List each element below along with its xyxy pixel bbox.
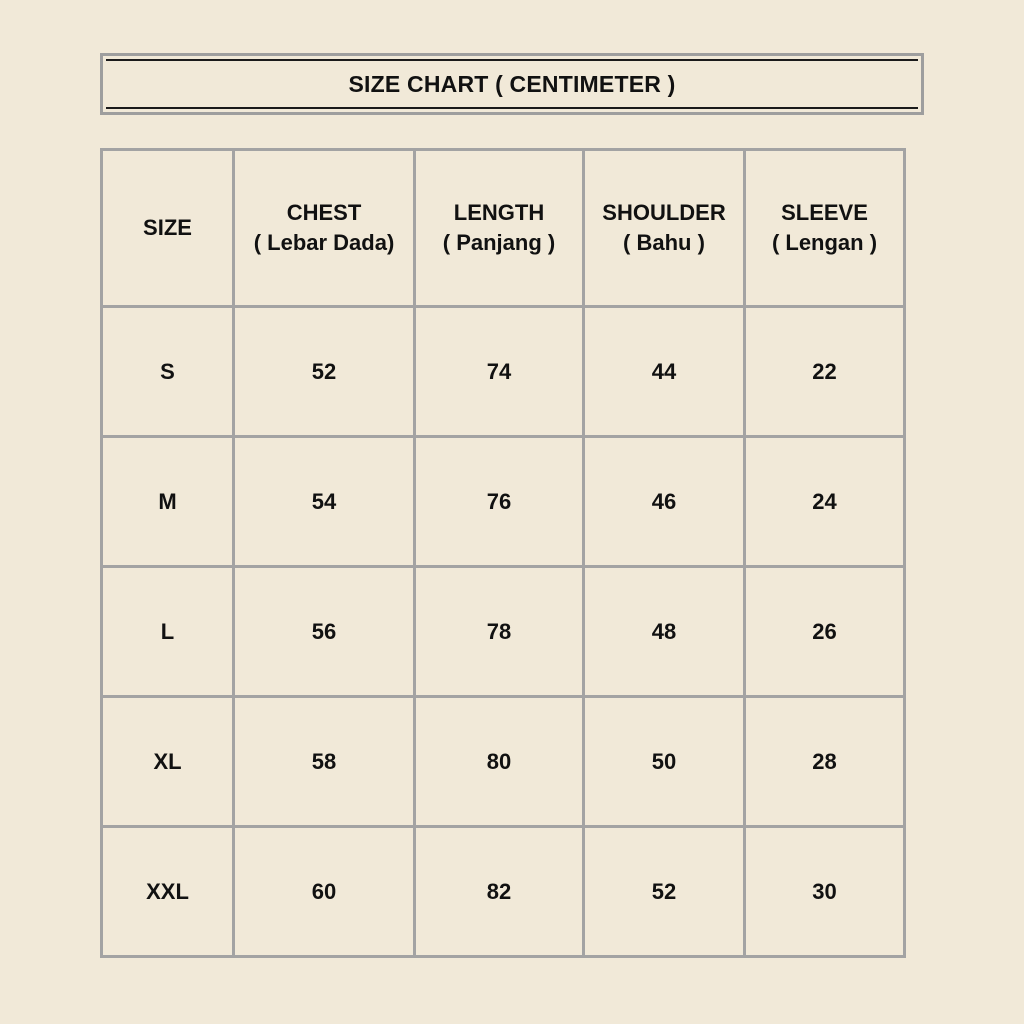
cell-sleeve: 22 [745, 307, 905, 437]
table-header-row [102, 150, 905, 307]
cell-length: 80 [415, 697, 584, 827]
header-shoulder-label: SHOULDER [602, 200, 726, 225]
cell-size: XL [102, 697, 234, 827]
cell-shoulder: 44 [584, 307, 745, 437]
header-chest-label: CHEST [286, 200, 362, 225]
cell-shoulder: 46 [584, 437, 745, 567]
cell-size: L [102, 567, 234, 697]
table-row [102, 827, 905, 957]
table-row [102, 567, 905, 697]
header-sleeve-sub: ( Lengan ) [771, 230, 878, 255]
cell-length: 74 [415, 307, 584, 437]
header-length-label: LENGTH [453, 200, 545, 225]
header-chest [234, 150, 415, 307]
cell-sleeve: 28 [745, 697, 905, 827]
cell-size: M [102, 437, 234, 567]
header-shoulder-sub: ( Bahu ) [623, 230, 705, 255]
cell-chest: 60 [234, 827, 415, 957]
cell-length: 78 [415, 567, 584, 697]
size-chart-table [100, 148, 906, 958]
title-banner [100, 53, 924, 115]
cell-length: 82 [415, 827, 584, 957]
chart-title: SIZE CHART ( CENTIMETER ) [106, 59, 918, 109]
header-length [415, 150, 584, 307]
table-row [102, 437, 905, 567]
cell-chest: 56 [234, 567, 415, 697]
header-size [102, 150, 234, 307]
cell-size: XXL [102, 827, 234, 957]
header-sleeve-label: SLEEVE [781, 200, 868, 225]
table-row [102, 307, 905, 437]
cell-shoulder: 50 [584, 697, 745, 827]
cell-chest: 52 [234, 307, 415, 437]
header-sleeve [745, 150, 905, 307]
cell-size: S [102, 307, 234, 437]
header-size-label: SIZE [143, 215, 192, 240]
cell-shoulder: 48 [584, 567, 745, 697]
cell-chest: 54 [234, 437, 415, 567]
cell-chest: 58 [234, 697, 415, 827]
cell-sleeve: 26 [745, 567, 905, 697]
cell-sleeve: 24 [745, 437, 905, 567]
table-row [102, 697, 905, 827]
cell-length: 76 [415, 437, 584, 567]
cell-shoulder: 52 [584, 827, 745, 957]
header-chest-sub: ( Lebar Dada) [253, 230, 395, 255]
cell-sleeve: 30 [745, 827, 905, 957]
header-length-sub: ( Panjang ) [442, 230, 556, 255]
header-shoulder [584, 150, 745, 307]
